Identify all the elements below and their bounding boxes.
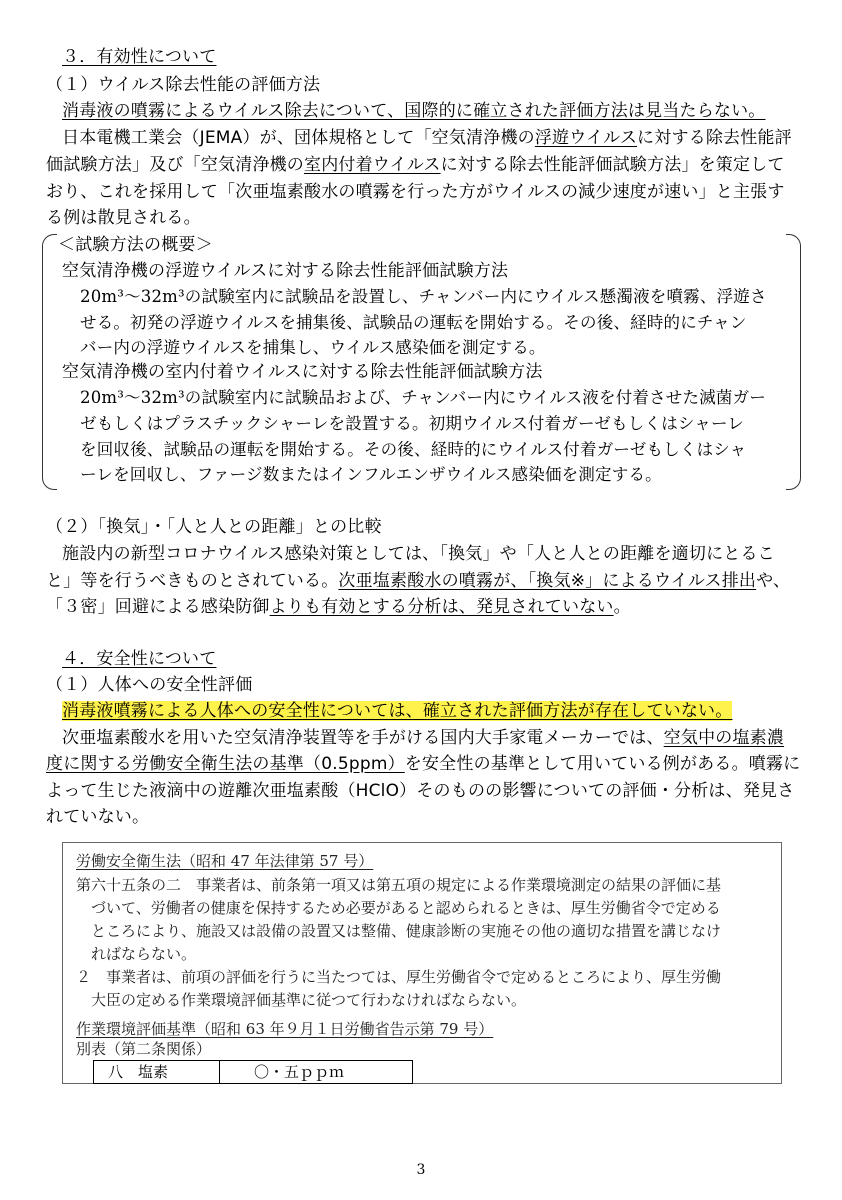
chlorine-standard-table	[93, 1060, 413, 1084]
law-line: 大臣の定める作業環境評価基準に従つて行わなければならない。	[91, 991, 527, 1009]
section-4-1-heading: （１）人体への安全性評価	[46, 675, 253, 695]
bracket-right	[786, 234, 801, 490]
paragraph-line: る例は散見される。	[46, 208, 201, 228]
highlighted-statement: 消毒液噴霧による人体への安全性については、確立された評価方法が存在していない。	[62, 701, 733, 721]
paragraph-line: 施設内の新型コロナウイルス感染対策としては、「換気」や「人と人との距離を適切にとるこ	[62, 544, 775, 564]
test-method-box-title: ＜試験方法の概要＞	[58, 235, 213, 255]
method-2-line: ーレを回収し、ファージ数またはインフルエンザウイルス感染価を測定する。	[80, 465, 662, 484]
method-2-title: 空気清浄機の室内付着ウイルスに対する除去性能評価試験方法	[62, 362, 543, 382]
bracket-left	[42, 234, 57, 490]
paragraph-line: 価試験方法」及び「空気清浄機の室内付着ウイルスに対する除去性能評価試験方法」を策定して	[46, 155, 785, 175]
paragraph-line: 度に関する労働安全衛生法の基準（0.5ppm）を安全性の基準として用いている例がある。噴霧に	[46, 754, 801, 774]
law-title-2: 作業環境評価基準（昭和 63 年９月１日労働省告示第 79 号）	[76, 1020, 494, 1038]
table-cell-substance: 八 塩素	[108, 1063, 169, 1081]
paragraph-line: 次亜塩素酸水を用いた空気清浄装置等を手がける国内大手家電メーカーでは、空気中の塩素濃	[62, 728, 785, 748]
method-1-line: バー内の浮遊ウイルスを捕集し、ウイルス感染価を測定する。	[80, 338, 546, 357]
section-3-heading: ３．有効性について	[62, 47, 217, 67]
section-4-heading: ４．安全性について	[62, 649, 217, 669]
section-3-2-heading: （２）「換気」・「人と人との距離」との比較	[46, 517, 382, 537]
paragraph-line: れていない。	[46, 807, 150, 827]
method-1-line: せる。初発の浮遊ウイルスを捕集後、試験品の運転を開始する。その後、経時的にチャン	[80, 313, 747, 332]
method-1-line: 20m³～32m³の試験室内に試験品を設置し、チャンバー内にウイルス懸濁液を噴霧、浮遊さ	[80, 287, 767, 306]
method-2-line: を回収後、試験品の運転を開始する。その後、経時的にウイルス付着ガーゼもしくはシャ	[80, 440, 747, 459]
law-line: ればならない。	[91, 945, 197, 963]
table-cell-value: 〇・五ｐｐｍ	[254, 1063, 345, 1081]
paragraph-line: 日本電機工業会（JEMA）が、団体規格として「空気清浄機の浮遊ウイルスに対する除去性能評	[62, 128, 792, 148]
law-line: ２ 事業者は、前項の評価を行うに当たつては、厚生労働省令で定めるところにより、厚生労働	[76, 968, 722, 986]
page-number: 3	[416, 1162, 426, 1178]
law-table-caption: 別表（第二条関係）	[76, 1040, 212, 1058]
method-2-line: 20m³～32m³の試験室内に試験品および、チャンバー内にウイルス液を付着させた滅菌ガー	[80, 388, 767, 407]
section-3-1-heading: （１）ウイルス除去性能の評価方法	[46, 75, 321, 95]
method-2-line: ゼもしくはプラスチックシャーレを設置する。初期ウイルス付着ガーゼもしくはシャーレ	[80, 414, 745, 433]
paragraph-line: 「３密」回避による感染防御よりも有効とする分析は、発見されていない。	[46, 597, 631, 617]
law-line: 第六十五条の二 事業者は、前条第一項又は第五項の規定による作業環境測定の結果の評価に基	[76, 876, 722, 894]
paragraph-line: と」等を行うべきものとされている。次亜塩素酸水の噴霧が、「換気※」によるウイルス排出や、	[46, 571, 791, 591]
paragraph-3-1-lead: 消毒液の噴霧によるウイルス除去について、国際的に確立された評価方法は見当たらない。	[62, 101, 766, 121]
paragraph-line: おり、これを採用して「次亜塩素酸水の噴霧を行った方がウイルスの減少速度が速い」と主張す	[46, 182, 785, 202]
paragraph-line: よって生じた液滴中の遊離次亜塩素酸（HClO）そのものの影響についての評価・分析は、発見さ	[46, 781, 795, 801]
law-line: ところにより、施設又は設備の設置又は整備、健康診断の実施その他の適切な措置を講じなけ	[91, 922, 722, 940]
method-1-title: 空気清浄機の浮遊ウイルスに対する除去性能評価試験方法	[62, 261, 509, 281]
law-title: 労働安全衛生法（昭和 47 年法律第 57 号）	[76, 852, 374, 870]
law-line: づいて、労働者の健康を保持するため必要があると認められるときは、厚生労働省令で定める	[91, 899, 721, 917]
